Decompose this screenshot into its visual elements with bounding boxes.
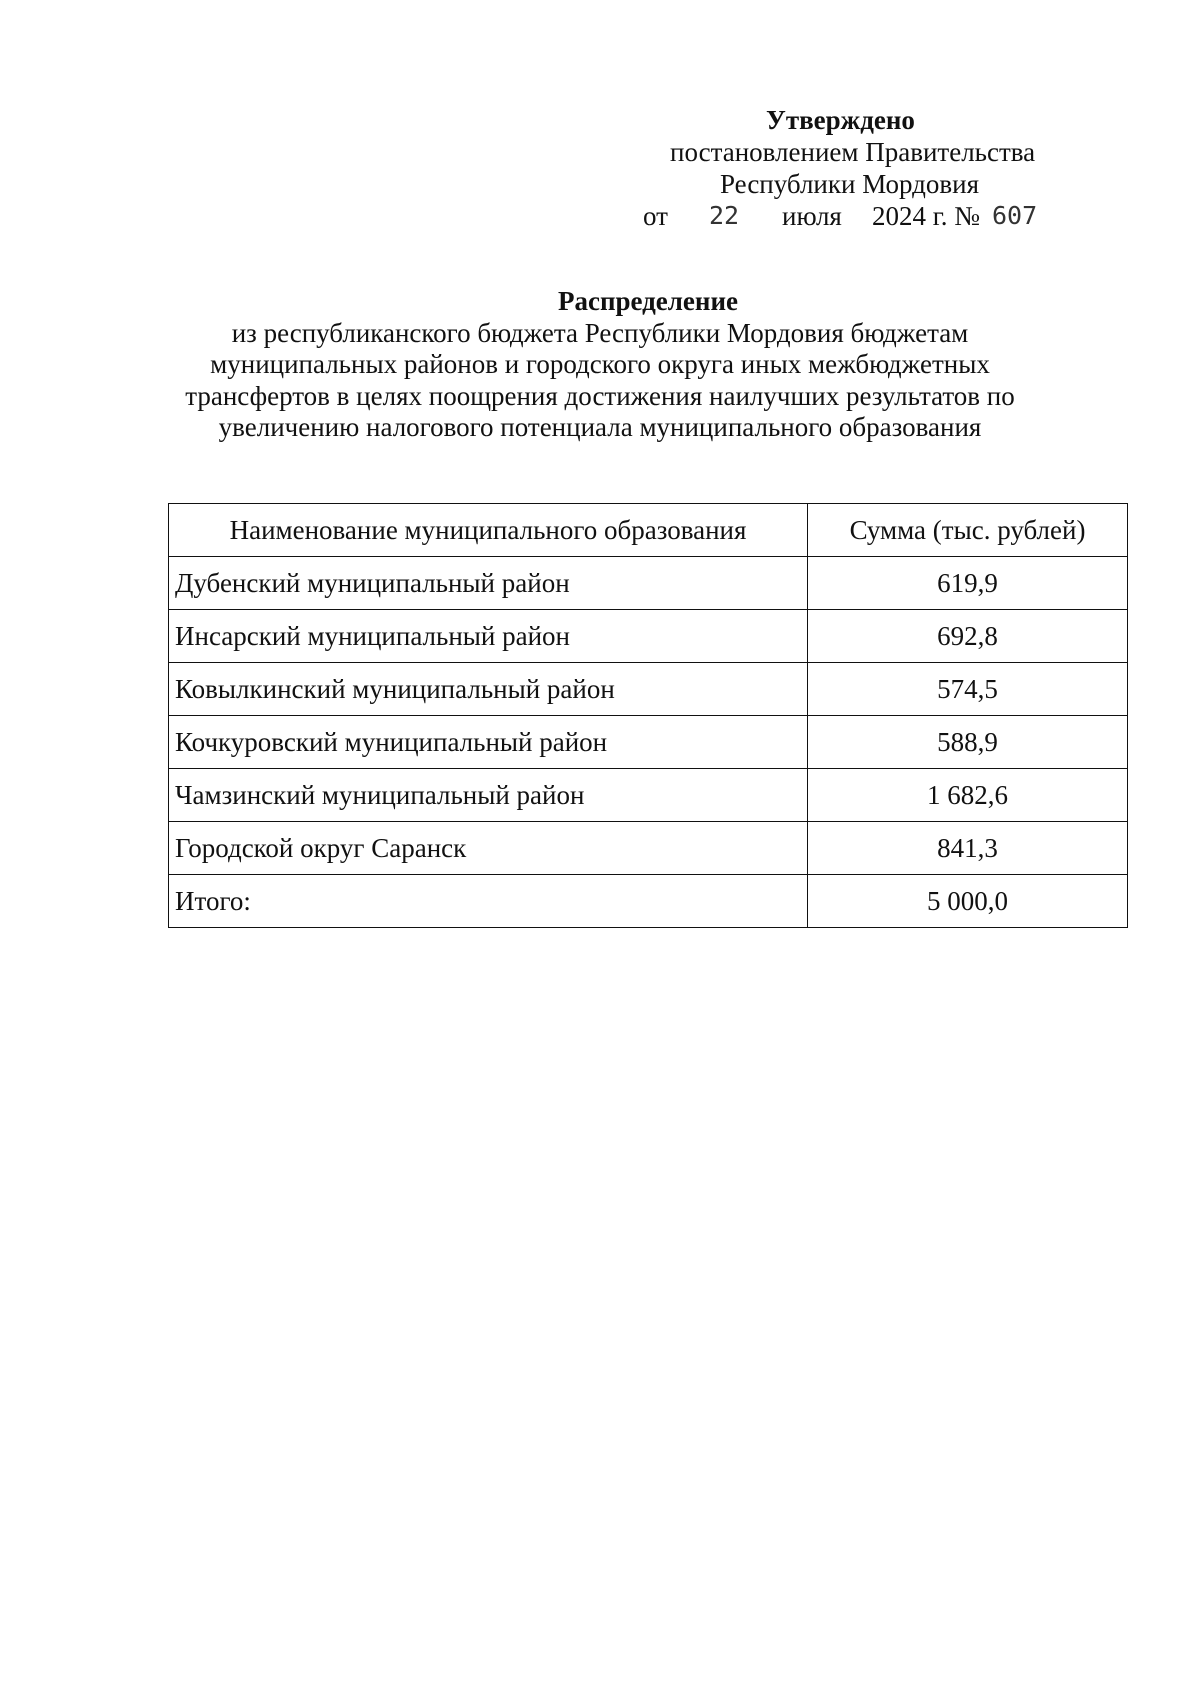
document-subtitle-line: из республиканского бюджета Республики Мордовия бюджетам [231,317,969,348]
header-sum: Сумма (тыс. рублей) [808,504,1128,557]
distribution-table-wrapper [168,503,1128,928]
approval-authority: постановлением Правительства [670,137,1036,167]
table-row [169,716,1128,769]
approval-title: Утверждено [766,105,915,135]
document-subtitle-line: муниципальных районов и городского округа иных межбюджетных [210,349,990,379]
row-sum: 692,8 [808,610,1128,663]
row-sum: 1 682,6 [808,769,1128,822]
row-municipality: Городской округ Саранск [169,822,808,875]
table-row [169,557,1128,610]
row-municipality: Кочкуровский муниципальный район [169,716,808,769]
date-year-number-label: 2024 г. № [872,201,981,231]
table-row [169,610,1128,663]
table-row [169,769,1128,822]
date-month: июля [782,201,842,231]
row-sum: 588,9 [808,716,1128,769]
table-header-row [169,504,1128,557]
document-subtitle-line: трансфертов в целях поощрения достижения наилучших результатов по [185,380,1015,411]
header-municipality: Наименование муниципального образования [169,504,808,557]
approval-date-line [643,200,1130,236]
approval-stamp-block [643,104,1130,236]
table-total-row [169,875,1128,928]
row-municipality: Инсарский муниципальный район [169,610,808,663]
table-row [169,822,1128,875]
row-municipality: Дубенский муниципальный район [169,557,808,610]
total-label: Итого: [169,875,808,928]
row-sum: 841,3 [808,822,1128,875]
document-number: 607 [992,201,1038,230]
row-municipality: Ковылкинский муниципальный район [169,663,808,716]
total-sum: 5 000,0 [808,875,1128,928]
approval-region: Республики Мордовия [720,169,980,199]
document-subtitle-line: увеличению налогового потенциала муниципального образования [218,412,982,442]
row-sum: 619,9 [808,557,1128,610]
date-day: 22 [709,201,740,230]
table-row [169,663,1128,716]
distribution-table [168,503,1128,928]
row-sum: 574,5 [808,663,1128,716]
date-prefix: от [643,201,668,231]
document-title-block [48,286,1200,444]
document-heading: Распределение [557,286,739,316]
row-municipality: Чамзинский муниципальный район [169,769,808,822]
